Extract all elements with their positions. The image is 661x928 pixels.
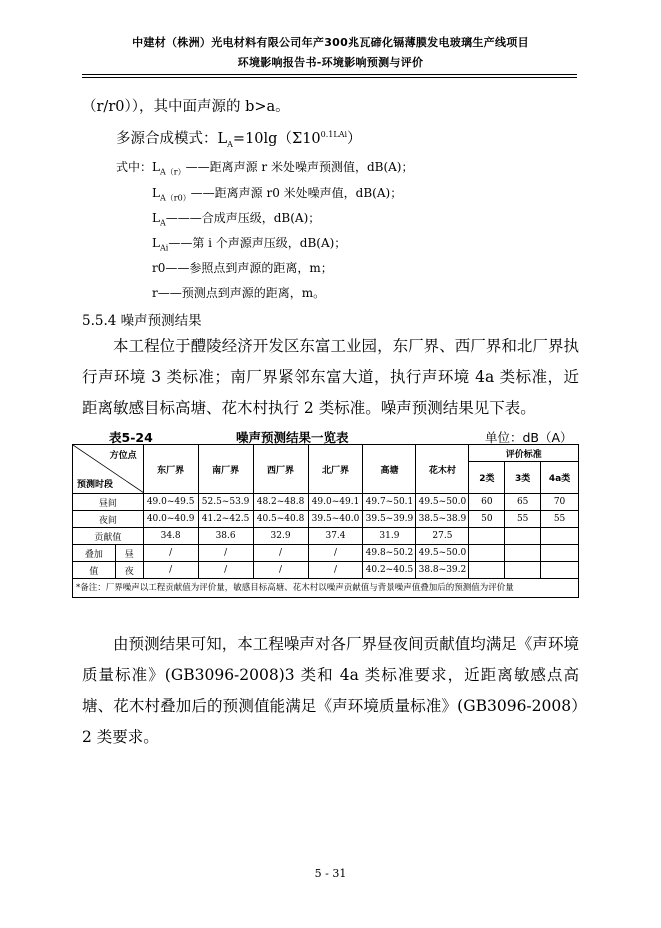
section-heading: 5.5.4 噪声预测结果 xyxy=(82,313,202,329)
col-header-north: 北厂界 xyxy=(308,445,363,494)
table-corner-cell xyxy=(73,445,144,494)
formula-def-la: $L_A———$合成声压级，dB(A)； xyxy=(152,211,321,228)
header-chapter-title: 环境影响报告书-环境影响预测与评价 xyxy=(237,56,424,69)
formula-def-r0: r0——参照点到声源的距离，m； xyxy=(152,261,333,275)
cell: 40.0~40.9 xyxy=(143,511,198,528)
cell: 37.4 xyxy=(308,528,363,545)
row-label: 值 xyxy=(73,562,116,579)
row-label: 贡献值 xyxy=(73,528,144,545)
table-number: 表5-24 xyxy=(109,430,153,445)
formula-def-la-r0: $L_{A(r0)}——$距离声源 r0 米处噪声值，dB(A)； xyxy=(152,186,403,203)
row-label: 昼间 xyxy=(73,494,144,511)
table-title: 噪声预测结果一览表 xyxy=(236,430,349,445)
sub-label: 夜 xyxy=(115,562,143,579)
std-header-3: 3类 xyxy=(505,462,541,494)
corner-label-bottom: 预测时段 xyxy=(77,480,114,490)
table-unit: 单位：dB（A） xyxy=(485,430,573,445)
page-number: 5 - 31 xyxy=(314,867,347,880)
cell xyxy=(505,545,541,562)
cell: 27.5 xyxy=(416,528,469,545)
section-paragraph-1: 本工程位于醴陵经济开发区东富工业园，东厂界、西厂界和北厂界执行声环境 3 类标准；南厂界紧邻东富大道，执行声环境 4a 类标准，近距离敏感目标高塘、花木村执行 2 类标准。噪声预测结果见下表。 xyxy=(82,337,579,417)
cell: / xyxy=(143,545,198,562)
cell xyxy=(505,562,541,579)
cell: / xyxy=(198,562,253,579)
cell xyxy=(541,528,579,545)
cell: 38.8~39.2 xyxy=(416,562,469,579)
section-paragraph-2: 由预测结果可知，本工程噪声对各厂界昼夜间贡献值均满足《声环境质量标准》(GB3096-2008)3 类和 4a 类标准要求，近距离敏感点高塘、花木村叠加后的预测值能满足《声环境质量标准》(GB3096-2008）2 类要求。 xyxy=(82,635,579,746)
cell xyxy=(505,528,541,545)
header-rule xyxy=(82,74,577,75)
cell: / xyxy=(308,562,363,579)
cell: / xyxy=(198,545,253,562)
cell: 60 xyxy=(469,494,505,511)
col-header-west: 西厂界 xyxy=(253,445,308,494)
corner-label-top: 方位点 xyxy=(109,451,137,461)
table-note: *备注：厂界噪声以工程贡献值为评价量，敏感目标高塘、花木村以噪声贡献值与背景噪声值叠加后的预测值为评价量 xyxy=(73,579,579,598)
cell: / xyxy=(253,545,308,562)
row-label: 夜间 xyxy=(73,511,144,528)
col-header-huamucun: 花木村 xyxy=(416,445,469,494)
cell: 39.5~40.0 xyxy=(308,511,363,528)
header-rule-thin xyxy=(82,77,577,78)
cell xyxy=(469,562,505,579)
std-header-2: 2类 xyxy=(469,462,505,494)
header-project-title: 中建材（株洲）光电材料有限公司年产300兆瓦碲化镉薄膜发电玻璃生产线项目 xyxy=(132,36,529,49)
cell: 40.2~40.5 xyxy=(363,562,416,579)
table-row-contribution xyxy=(73,528,579,545)
cell xyxy=(541,545,579,562)
cell: 49.5~50.0 xyxy=(416,545,469,562)
cell: / xyxy=(308,545,363,562)
cell: 55 xyxy=(505,511,541,528)
formula-def-r: r——预测点到声源的距离，m。 xyxy=(152,286,326,300)
col-header-gaotang: 高塘 xyxy=(363,445,416,494)
cell xyxy=(541,562,579,579)
table-row-day xyxy=(73,494,579,511)
cell: 49.5~50.0 xyxy=(416,494,469,511)
cell: / xyxy=(143,562,198,579)
cell: 55 xyxy=(541,511,579,528)
cell: 52.5~53.9 xyxy=(198,494,253,511)
formula-title: 多源合成模式：$L_A=10\lg(\Sigma 10^{0.1LAi})$ xyxy=(116,130,362,149)
cell: 41.2~42.5 xyxy=(198,511,253,528)
cell: 49.8~50.2 xyxy=(363,545,416,562)
cell: 38.6 xyxy=(198,528,253,545)
cell: 40.5~40.8 xyxy=(253,511,308,528)
sub-label: 昼 xyxy=(115,545,143,562)
cell: 48.2~48.8 xyxy=(253,494,308,511)
formula-def-la-r: 式中：$L_{A(r)}——$距离声源 r 米处噪声预测值，dB(A)； xyxy=(116,160,414,177)
cell: 70 xyxy=(541,494,579,511)
cell: 49.0~49.1 xyxy=(308,494,363,511)
cell: 34.8 xyxy=(143,528,198,545)
cell: 39.5~39.9 xyxy=(363,511,416,528)
cell xyxy=(469,545,505,562)
formula-def-lai: $L_{Ai}——$第 i 个声源声压级，dB(A)； xyxy=(152,236,347,253)
col-header-east: 东厂界 xyxy=(143,445,198,494)
cell: 32.9 xyxy=(253,528,308,545)
row-label: 叠加 xyxy=(73,545,116,562)
cell: 50 xyxy=(469,511,505,528)
formula-continuation: （r/r0）），其中面声源的 b>a。 xyxy=(82,99,290,115)
col-header-standard: 评价标准 xyxy=(469,445,579,462)
table-row-overlay-night xyxy=(73,562,579,579)
cell: 49.7~50.1 xyxy=(363,494,416,511)
std-header-4a: 4a类 xyxy=(541,462,579,494)
cell: 38.5~38.9 xyxy=(416,511,469,528)
table-row-overlay-day xyxy=(73,545,579,562)
table-row-note xyxy=(73,579,579,598)
cell: / xyxy=(253,562,308,579)
cell: 31.9 xyxy=(363,528,416,545)
cell xyxy=(469,528,505,545)
cell: 49.0~49.5 xyxy=(143,494,198,511)
noise-prediction-table xyxy=(72,444,579,598)
table-row-night xyxy=(73,511,579,528)
col-header-south: 南厂界 xyxy=(198,445,253,494)
cell: 65 xyxy=(505,494,541,511)
